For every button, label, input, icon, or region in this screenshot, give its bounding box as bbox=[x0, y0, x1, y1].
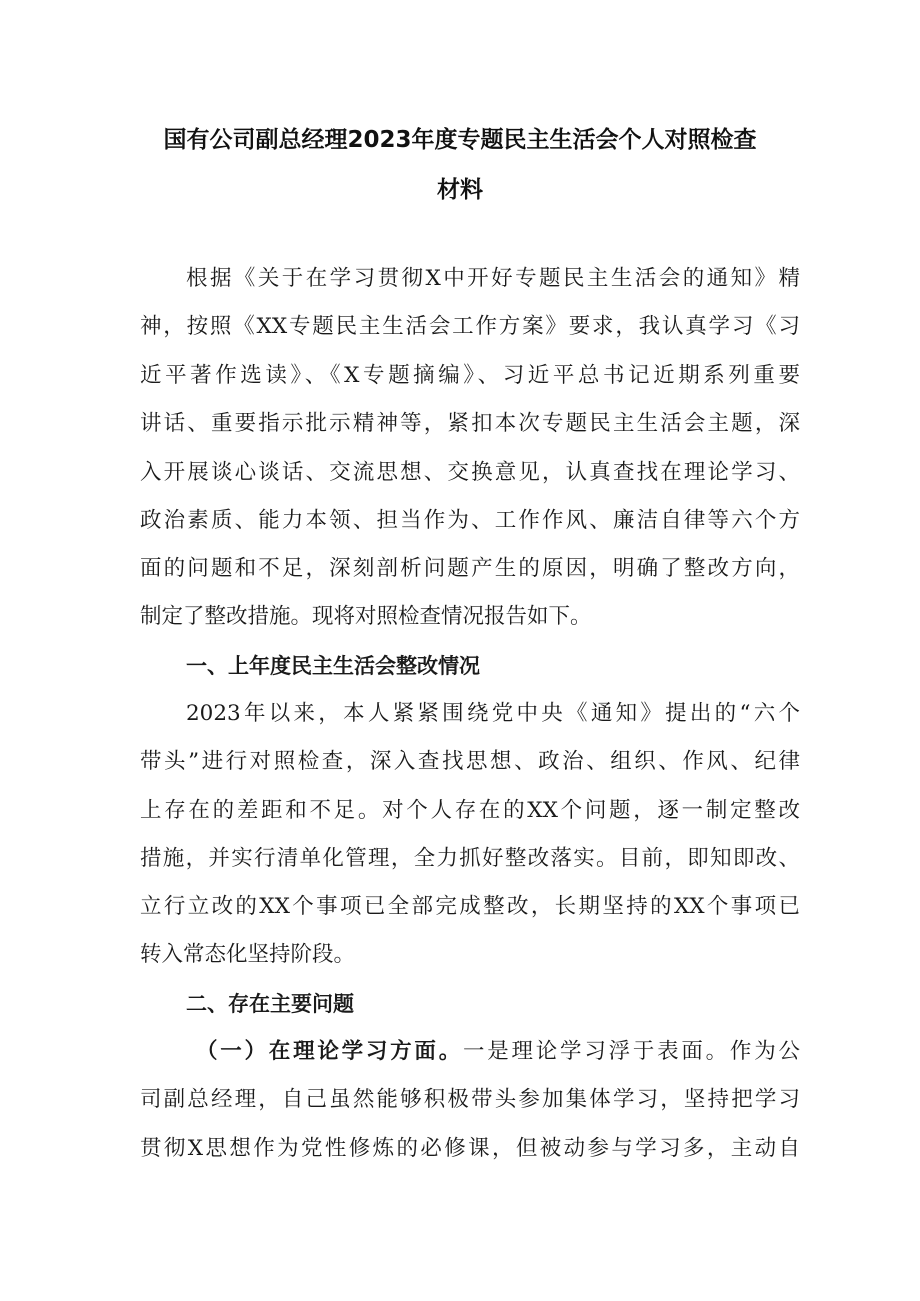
paragraph-1-line-1: 根据《关于在学习贯彻X中开好专题民主生活会的通知》精 bbox=[186, 266, 800, 291]
paragraph-1-line-4: 讲话、重要指示批示精神等，紧扣本次专题民主生活会主题，深 bbox=[140, 411, 800, 436]
paragraph-3-line-2: 司副总经理，自己虽然能够积极带头参加集体学习，坚持把学习 bbox=[140, 1087, 800, 1112]
paragraph-2-line-1: 2023年以来，本人紧紧围绕党中央《通知》提出的“六个 bbox=[186, 701, 800, 726]
paragraph-2-line-3: 上存在的差距和不足。对个人存在的XX个问题，逐一制定整改 bbox=[140, 798, 800, 823]
document-title-line-1: 国有公司副总经理2023年度专题民主生活会个人对照检查 bbox=[163, 127, 757, 153]
paragraph-1-line-5: 入开展谈心谈话、交流思想、交换意见，认真查找在理论学习、 bbox=[140, 460, 800, 485]
paragraph-1-line-3: 近平著作选读》、《X专题摘编》、习近平总书记近期系列重要 bbox=[140, 363, 800, 388]
subsection-heading: （一）在理论学习方面。 bbox=[196, 1039, 463, 1064]
paragraph-1-line-2: 神，按照《XX专题民主生活会工作方案》要求，我认真学习《习 bbox=[140, 314, 800, 339]
section-heading-1: 一、上年度民主生活会整改情况 bbox=[186, 654, 480, 678]
paragraph-3-line-1-text: 一是理论学习浮于表面。作为公 bbox=[462, 1039, 800, 1064]
paragraph-1-line-8: 制定了整改措施。现将对照检查情况报告如下。 bbox=[140, 604, 592, 629]
paragraph-3-line-3: 贯彻X思想作为党性修炼的必修课，但被动参与学习多，主动自 bbox=[140, 1136, 800, 1161]
document-title-line-2: 材料 bbox=[437, 177, 483, 203]
paragraph-2-line-2: 带头”进行对照检查，深入查找思想、政治、组织、作风、纪律 bbox=[140, 749, 800, 774]
paragraph-3-line-1 bbox=[196, 1037, 800, 1067]
paragraph-2-line-5: 立行立改的XX个事项已全部完成整改，长期坚持的XX个事项已 bbox=[140, 894, 800, 919]
paragraph-1-line-7: 面的问题和不足，深刻剖析问题产生的原因，明确了整改方向， bbox=[140, 556, 800, 581]
section-heading-2: 二、存在主要问题 bbox=[186, 992, 354, 1016]
paragraph-1-line-6: 政治素质、能力本领、担当作为、工作作风、廉洁自律等六个方 bbox=[140, 508, 800, 533]
paragraph-2-line-4: 措施，并实行清单化管理，全力抓好整改落实。目前，即知即改、 bbox=[140, 846, 800, 871]
paragraph-2-line-6: 转入常态化坚持阶段。 bbox=[140, 942, 356, 967]
